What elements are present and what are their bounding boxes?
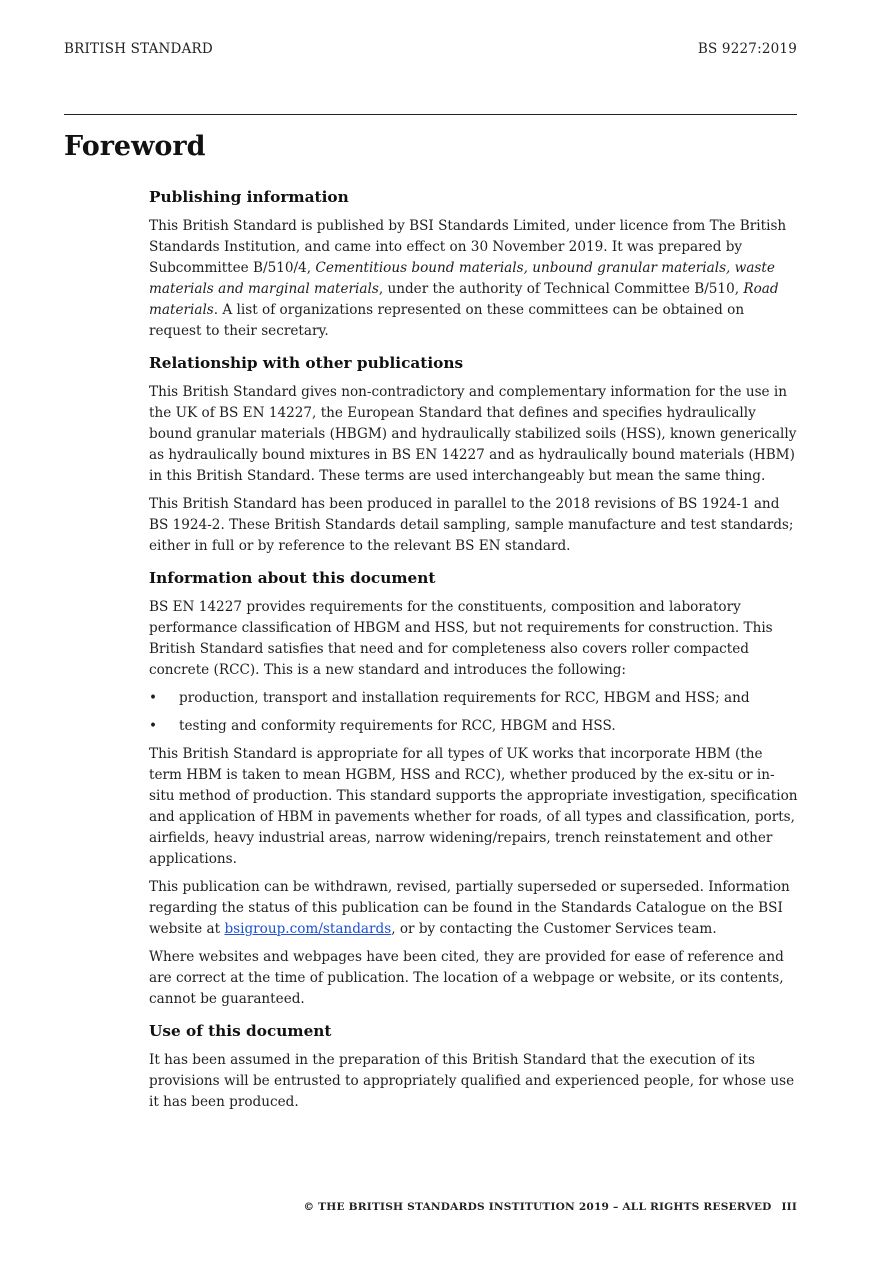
section-heading-information: Information about this document <box>149 569 436 587</box>
bsi-standards-link[interactable]: bsigroup.com/standards <box>224 921 392 937</box>
publishing-text-c: , under the authority of Technical Committee B/510, <box>378 281 744 297</box>
subcommittee-name: Cementitious bound materials, unbound granular materials, waste materials and marginal materials <box>149 260 775 297</box>
section-relationship <box>149 351 799 557</box>
list-item-text: testing and conformity requirements for RCC, HBGM and HSS. <box>179 718 616 734</box>
page-number: III <box>781 1201 797 1213</box>
relationship-paragraph-2: This British Standard has been produced in parallel to the 2018 revisions of BS 1924-1 and BS 1924-2. These British Standards detail sampling, sample manufacture and test standards; either in full or by reference to the relevant BS EN standard. <box>149 496 794 554</box>
information-paragraph-2: This British Standard is appropriate for all types of UK works that incorporate HBM (the term HBM is taken to mean HGBM, HSS and RCC), whether produced by the ex-situ or in-situ method of production. This standard supports the appropriate investigation, specification and application of HBM in pavements whether for roads, of all types and classification, ports, airfields, heavy industrial areas, narrow widening/repairs, trench reinstatement and other applications. <box>149 746 798 867</box>
information-paragraph-1: BS EN 14227 provides requirements for the constituents, composition and laboratory performance classification of HBGM and HSS, but not requirements for construction. This British Standard satisfies that need and for completeness also covers roller compacted concrete (RCC). This is a new standard and introduces the following: <box>149 599 773 678</box>
status-text-a: This publication can be withdrawn, revised, partially superseded or superseded. Information regarding the status of this publication can be found in the Standards Catalogue on the BSI website at <box>149 879 790 937</box>
section-publishing-information <box>149 185 799 342</box>
information-paragraph-3 <box>149 877 799 940</box>
title-rule <box>64 114 797 115</box>
page-title: Foreword <box>64 131 206 162</box>
running-header-left: BRITISH STANDARD <box>64 41 213 57</box>
publishing-paragraph <box>149 216 799 342</box>
publishing-text-a: This British Standard is published by BSI Standards Limited, under licence from The British Standards Institution, and came into effect on 30 November 2019. It was prepared by Subcommittee B/510/4, <box>149 218 787 276</box>
section-heading-publishing: Publishing information <box>149 188 349 206</box>
introduces-list <box>149 688 799 737</box>
page-footer <box>304 1201 798 1213</box>
section-information <box>149 566 799 1010</box>
committee-name: Road materials <box>149 281 779 318</box>
list-item-text: production, transport and installation requirements for RCC, HBGM and HSS; and <box>179 690 750 706</box>
use-paragraph: It has been assumed in the preparation of this British Standard that the execution of its provisions will be entrusted to appropriately qualified and experienced people, for whose use it has been produced. <box>149 1052 795 1110</box>
bullet-icon: • <box>149 690 158 706</box>
foreword-body <box>149 185 799 1120</box>
bullet-icon: • <box>149 718 158 734</box>
section-heading-use: Use of this document <box>149 1022 332 1040</box>
status-text-b: , or by contacting the Customer Services team. <box>391 921 717 937</box>
list-item <box>149 688 799 709</box>
copyright-notice: © THE BRITISH STANDARDS INSTITUTION 2019 – ALL RIGHTS RESERVED <box>303 1201 772 1213</box>
list-item <box>149 716 799 737</box>
relationship-paragraph-1: This British Standard gives non-contradictory and complementary information for the use in the UK of BS EN 14227, the European Standard that defines and specifies hydraulically bound granular materials (HBGM) and hydraulically stabilized soils (HSS), known generically as hydraulically bound mixtures in BS EN 14227 and as hydraulically bound materials (HBM) in this British Standard. These terms are used interchangeably but mean the same thing. <box>149 384 797 484</box>
section-use <box>149 1019 799 1113</box>
publishing-text-e: . A list of organizations represented on these committees can be obtained on request to their secretary. <box>149 302 745 339</box>
running-header-right: BS 9227:2019 <box>697 41 797 57</box>
information-paragraph-4: Where websites and webpages have been cited, they are provided for ease of reference and are correct at the time of publication. The location of a webpage or website, or its contents, cannot be guaranteed. <box>149 949 784 1007</box>
section-heading-relationship: Relationship with other publications <box>149 354 464 372</box>
